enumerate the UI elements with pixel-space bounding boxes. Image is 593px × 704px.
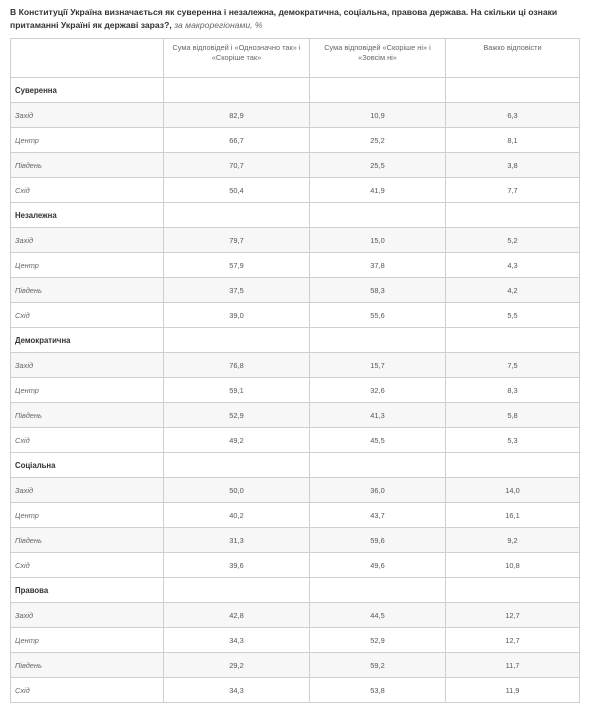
group-row [11,328,580,353]
group-title: Незалежна [11,203,164,228]
table-row [11,178,580,203]
no-sum-cell: 43,7 [310,503,446,528]
header-no-sum: Сума відповідей «Скоріше ні» і «Зовсім ні» [310,39,446,78]
group-row [11,578,580,603]
hard-to-say-cell: 11,9 [446,678,580,703]
empty-cell [446,578,580,603]
region-cell: Захід [11,228,164,253]
region-cell: Схід [11,428,164,453]
hard-to-say-cell: 8,1 [446,128,580,153]
region-cell: Схід [11,553,164,578]
header-row [11,39,580,78]
empty-cell [446,78,580,103]
table-row [11,228,580,253]
no-sum-cell: 25,2 [310,128,446,153]
region-cell: Захід [11,353,164,378]
header-hard-to-say: Важко відповісти [446,39,580,78]
region-cell: Центр [11,628,164,653]
region-cell: Центр [11,253,164,278]
no-sum-cell: 59,6 [310,528,446,553]
hard-to-say-cell: 8,3 [446,378,580,403]
yes-sum-cell: 34,3 [164,678,310,703]
table-row [11,503,580,528]
region-cell: Схід [11,178,164,203]
region-cell: Південь [11,153,164,178]
no-sum-cell: 41,3 [310,403,446,428]
no-sum-cell: 32,6 [310,378,446,403]
table-row [11,603,580,628]
table-row [11,428,580,453]
empty-cell [446,453,580,478]
table-row [11,353,580,378]
table-row [11,478,580,503]
table-row [11,653,580,678]
yes-sum-cell: 49,2 [164,428,310,453]
yes-sum-cell: 50,0 [164,478,310,503]
hard-to-say-cell: 12,7 [446,603,580,628]
yes-sum-cell: 34,3 [164,628,310,653]
region-cell: Центр [11,503,164,528]
no-sum-cell: 55,6 [310,303,446,328]
empty-cell [164,203,310,228]
hard-to-say-cell: 3,8 [446,153,580,178]
table-caption [10,6,570,32]
table-row [11,103,580,128]
hard-to-say-cell: 5,3 [446,428,580,453]
no-sum-cell: 45,5 [310,428,446,453]
table-row [11,128,580,153]
region-cell: Схід [11,303,164,328]
empty-cell [164,78,310,103]
table-row [11,253,580,278]
table-row [11,553,580,578]
yes-sum-cell: 40,2 [164,503,310,528]
region-cell: Захід [11,603,164,628]
empty-cell [446,203,580,228]
no-sum-cell: 44,5 [310,603,446,628]
yes-sum-cell: 29,2 [164,653,310,678]
group-title: Соціальна [11,453,164,478]
results-table [10,38,580,703]
no-sum-cell: 15,0 [310,228,446,253]
no-sum-cell: 15,7 [310,353,446,378]
hard-to-say-cell: 7,7 [446,178,580,203]
yes-sum-cell: 39,6 [164,553,310,578]
table-row [11,403,580,428]
no-sum-cell: 58,3 [310,278,446,303]
region-cell: Захід [11,103,164,128]
yes-sum-cell: 76,8 [164,353,310,378]
empty-cell [446,328,580,353]
yes-sum-cell: 50,4 [164,178,310,203]
region-cell: Південь [11,528,164,553]
empty-cell [310,78,446,103]
hard-to-say-cell: 5,8 [446,403,580,428]
no-sum-cell: 49,6 [310,553,446,578]
empty-cell [310,453,446,478]
region-cell: Центр [11,378,164,403]
group-title: Правова [11,578,164,603]
empty-cell [164,453,310,478]
header-empty [11,39,164,78]
hard-to-say-cell: 5,2 [446,228,580,253]
table-row [11,153,580,178]
hard-to-say-cell: 4,3 [446,253,580,278]
group-title: Суверенна [11,78,164,103]
yes-sum-cell: 70,7 [164,153,310,178]
group-row [11,78,580,103]
table-body [11,78,580,703]
region-cell: Південь [11,278,164,303]
hard-to-say-cell: 6,3 [446,103,580,128]
empty-cell [164,328,310,353]
yes-sum-cell: 57,9 [164,253,310,278]
hard-to-say-cell: 11,7 [446,653,580,678]
no-sum-cell: 36,0 [310,478,446,503]
group-row [11,453,580,478]
hard-to-say-cell: 4,2 [446,278,580,303]
group-title: Демократична [11,328,164,353]
table-row [11,528,580,553]
empty-cell [310,578,446,603]
hard-to-say-cell: 7,5 [446,353,580,378]
table-row [11,628,580,653]
no-sum-cell: 41,9 [310,178,446,203]
no-sum-cell: 59,2 [310,653,446,678]
group-row [11,203,580,228]
table-row [11,278,580,303]
table-row [11,378,580,403]
yes-sum-cell: 39,0 [164,303,310,328]
hard-to-say-cell: 9,2 [446,528,580,553]
header-yes-sum: Сума відповідей і «Однозначно так» і «Скоріше так» [164,39,310,78]
region-cell: Схід [11,678,164,703]
yes-sum-cell: 42,8 [164,603,310,628]
table-row [11,678,580,703]
no-sum-cell: 52,9 [310,628,446,653]
caption-title: В Конституції Україна визначається як суверенна і незалежна, демократична, соціальна, правова держава. На скільки ці ознаки притаманні Україні як державі зараз?, [10,7,558,30]
hard-to-say-cell: 5,5 [446,303,580,328]
empty-cell [310,328,446,353]
region-cell: Південь [11,403,164,428]
caption-note: за макрорегіонами, % [171,20,263,30]
region-cell: Центр [11,128,164,153]
empty-cell [164,578,310,603]
no-sum-cell: 53,8 [310,678,446,703]
yes-sum-cell: 37,5 [164,278,310,303]
yes-sum-cell: 82,9 [164,103,310,128]
no-sum-cell: 10,9 [310,103,446,128]
region-cell: Південь [11,653,164,678]
hard-to-say-cell: 14,0 [446,478,580,503]
hard-to-say-cell: 16,1 [446,503,580,528]
yes-sum-cell: 59,1 [164,378,310,403]
yes-sum-cell: 79,7 [164,228,310,253]
yes-sum-cell: 31,3 [164,528,310,553]
hard-to-say-cell: 12,7 [446,628,580,653]
yes-sum-cell: 52,9 [164,403,310,428]
hard-to-say-cell: 10,8 [446,553,580,578]
yes-sum-cell: 66,7 [164,128,310,153]
empty-cell [310,203,446,228]
table-row [11,303,580,328]
no-sum-cell: 25,5 [310,153,446,178]
region-cell: Захід [11,478,164,503]
no-sum-cell: 37,8 [310,253,446,278]
